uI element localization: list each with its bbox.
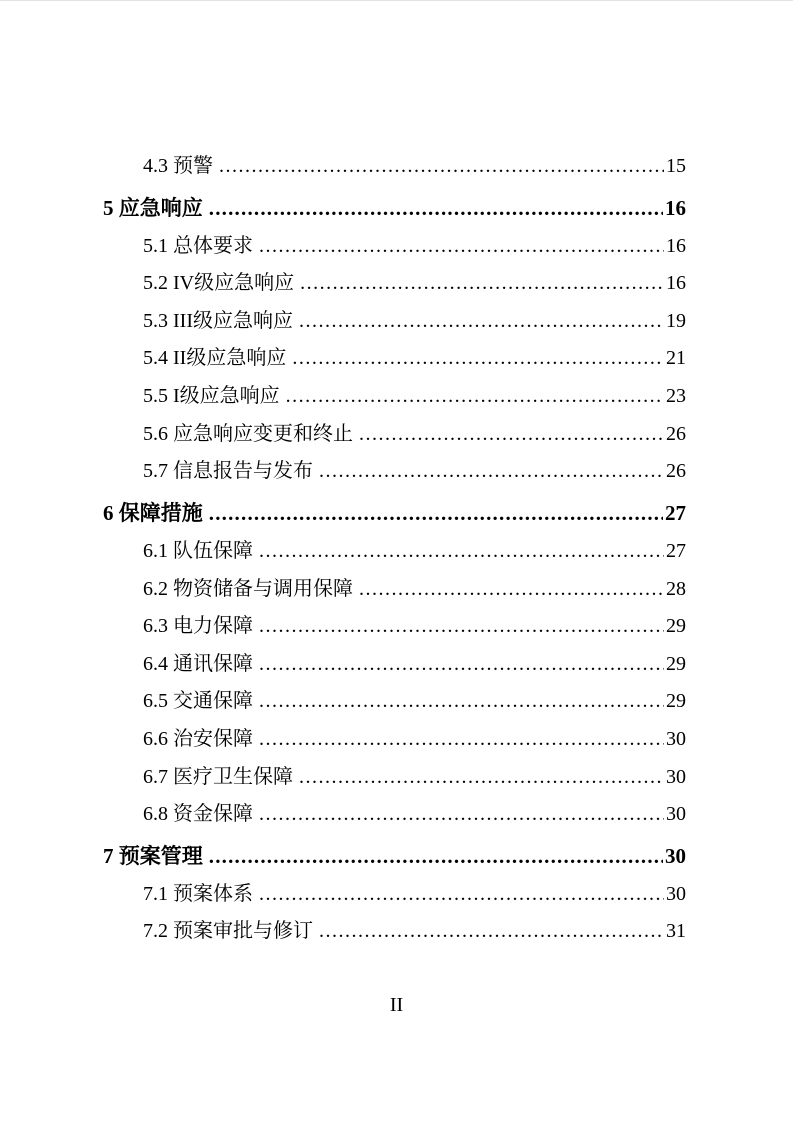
toc-dot-leader bbox=[259, 608, 664, 646]
toc-entry-page: 30 bbox=[665, 844, 686, 869]
toc-entry-page: 30 bbox=[666, 882, 686, 905]
toc-entry-page: 30 bbox=[666, 765, 686, 788]
toc-entry-page: 23 bbox=[666, 385, 686, 408]
toc-entry-page: 28 bbox=[666, 577, 686, 600]
toc-entry-label: 7 预案管理 bbox=[103, 844, 203, 869]
toc-entry-6-4 bbox=[103, 646, 686, 684]
toc-entry-page: 16 bbox=[666, 234, 686, 257]
toc-entry-page: 15 bbox=[666, 155, 686, 177]
toc-entry-label: 5 应急响应 bbox=[103, 196, 203, 221]
toc-entry-5-4 bbox=[103, 340, 686, 378]
toc-entry-6-5 bbox=[103, 683, 686, 721]
toc-entry-6-2 bbox=[103, 571, 686, 609]
toc-entry-label: 6.3 电力保障 bbox=[143, 615, 253, 638]
toc-dot-leader bbox=[259, 533, 664, 571]
toc-entry-page: 26 bbox=[666, 460, 686, 483]
toc-dot-leader bbox=[359, 571, 664, 609]
toc-entry-page: 30 bbox=[666, 727, 686, 750]
toc-entry-label: 5.1 总体要求 bbox=[143, 234, 253, 257]
toc-entry-page: 30 bbox=[666, 803, 686, 826]
toc-entry-label: 5.6 应急响应变更和终止 bbox=[143, 422, 353, 445]
toc-dot-leader bbox=[259, 228, 664, 266]
toc-dot-leader bbox=[319, 913, 664, 951]
toc-entry-label: 5.4 II级应急响应 bbox=[143, 347, 287, 370]
toc-entry-page: 29 bbox=[666, 652, 686, 675]
toc-dot-leader bbox=[292, 340, 664, 378]
toc-entry-label: 6.2 物资储备与调用保障 bbox=[143, 577, 353, 600]
toc-dot-leader bbox=[259, 683, 664, 721]
toc-entry-label: 4.3 预警 bbox=[143, 155, 213, 177]
toc-dot-leader bbox=[359, 416, 664, 454]
toc-entry-label: 5.2 IV级应急响应 bbox=[143, 272, 295, 295]
toc-entry-5-7 bbox=[103, 453, 686, 491]
toc-entry-5-5 bbox=[103, 378, 686, 416]
toc-entry-5-1 bbox=[103, 228, 686, 266]
toc-dot-leader bbox=[209, 495, 663, 533]
toc-entry-page: 16 bbox=[665, 196, 686, 221]
toc-entry-label: 7.1 预案体系 bbox=[143, 882, 253, 905]
toc-entry-5-2 bbox=[103, 265, 686, 303]
toc-entry-label: 5.3 III级应急响应 bbox=[143, 309, 293, 332]
toc-entry-6 bbox=[103, 495, 686, 533]
toc-entry-page: 29 bbox=[666, 690, 686, 713]
toc-entry-5-6 bbox=[103, 416, 686, 454]
toc-entry-4-3 bbox=[103, 148, 686, 186]
toc-entry-page: 31 bbox=[666, 920, 686, 943]
toc-dot-leader bbox=[259, 646, 664, 684]
toc-entry-page: 26 bbox=[666, 422, 686, 445]
toc-entry-6-8 bbox=[103, 796, 686, 834]
page-number-footer: II bbox=[389, 994, 404, 1016]
toc-dot-leader bbox=[299, 303, 664, 341]
toc-entry-page: 29 bbox=[666, 615, 686, 638]
toc-entry-label: 7.2 预案审批与修订 bbox=[143, 920, 313, 943]
toc-dot-leader bbox=[300, 265, 664, 303]
toc-entry-label: 6.4 通讯保障 bbox=[143, 652, 253, 675]
toc-entry-label: 6.1 队伍保障 bbox=[143, 539, 253, 562]
toc-entry-label: 5.7 信息报告与发布 bbox=[143, 460, 313, 483]
toc-entry-7-2 bbox=[103, 913, 686, 951]
toc-dot-leader bbox=[259, 796, 664, 834]
toc-entry-label: 6.6 治安保障 bbox=[143, 727, 253, 750]
toc-entry-7 bbox=[103, 838, 686, 876]
toc-dot-leader bbox=[299, 759, 664, 797]
toc-entry-6-7 bbox=[103, 759, 686, 797]
toc-entry-6-1 bbox=[103, 533, 686, 571]
toc-dot-leader bbox=[319, 453, 664, 491]
toc-entry-page: 27 bbox=[665, 501, 686, 526]
toc-entry-7-1 bbox=[103, 876, 686, 914]
toc-entry-page: 16 bbox=[666, 272, 686, 295]
toc-entry-label: 6.7 医疗卫生保障 bbox=[143, 765, 293, 788]
toc-entry-page: 19 bbox=[666, 309, 686, 332]
toc-entry-label: 6 保障措施 bbox=[103, 501, 203, 526]
toc-dot-leader bbox=[286, 378, 664, 416]
toc-entry-label: 6.8 资金保障 bbox=[143, 803, 253, 826]
toc-entry-5 bbox=[103, 190, 686, 228]
toc-entry-6-6 bbox=[103, 721, 686, 759]
page-top-edge bbox=[0, 0, 793, 1]
table-of-contents bbox=[103, 148, 686, 951]
toc-entry-label: 6.5 交通保障 bbox=[143, 690, 253, 713]
toc-dot-leader bbox=[209, 190, 663, 228]
toc-dot-leader bbox=[219, 148, 664, 186]
toc-entry-page: 21 bbox=[666, 347, 686, 370]
toc-dot-leader bbox=[209, 838, 663, 876]
toc-entry-6-3 bbox=[103, 608, 686, 646]
toc-entry-5-3 bbox=[103, 303, 686, 341]
toc-dot-leader bbox=[259, 721, 664, 759]
toc-entry-label: 5.5 I级应急响应 bbox=[143, 385, 280, 408]
toc-dot-leader bbox=[259, 876, 664, 914]
toc-entry-page: 27 bbox=[666, 539, 686, 562]
